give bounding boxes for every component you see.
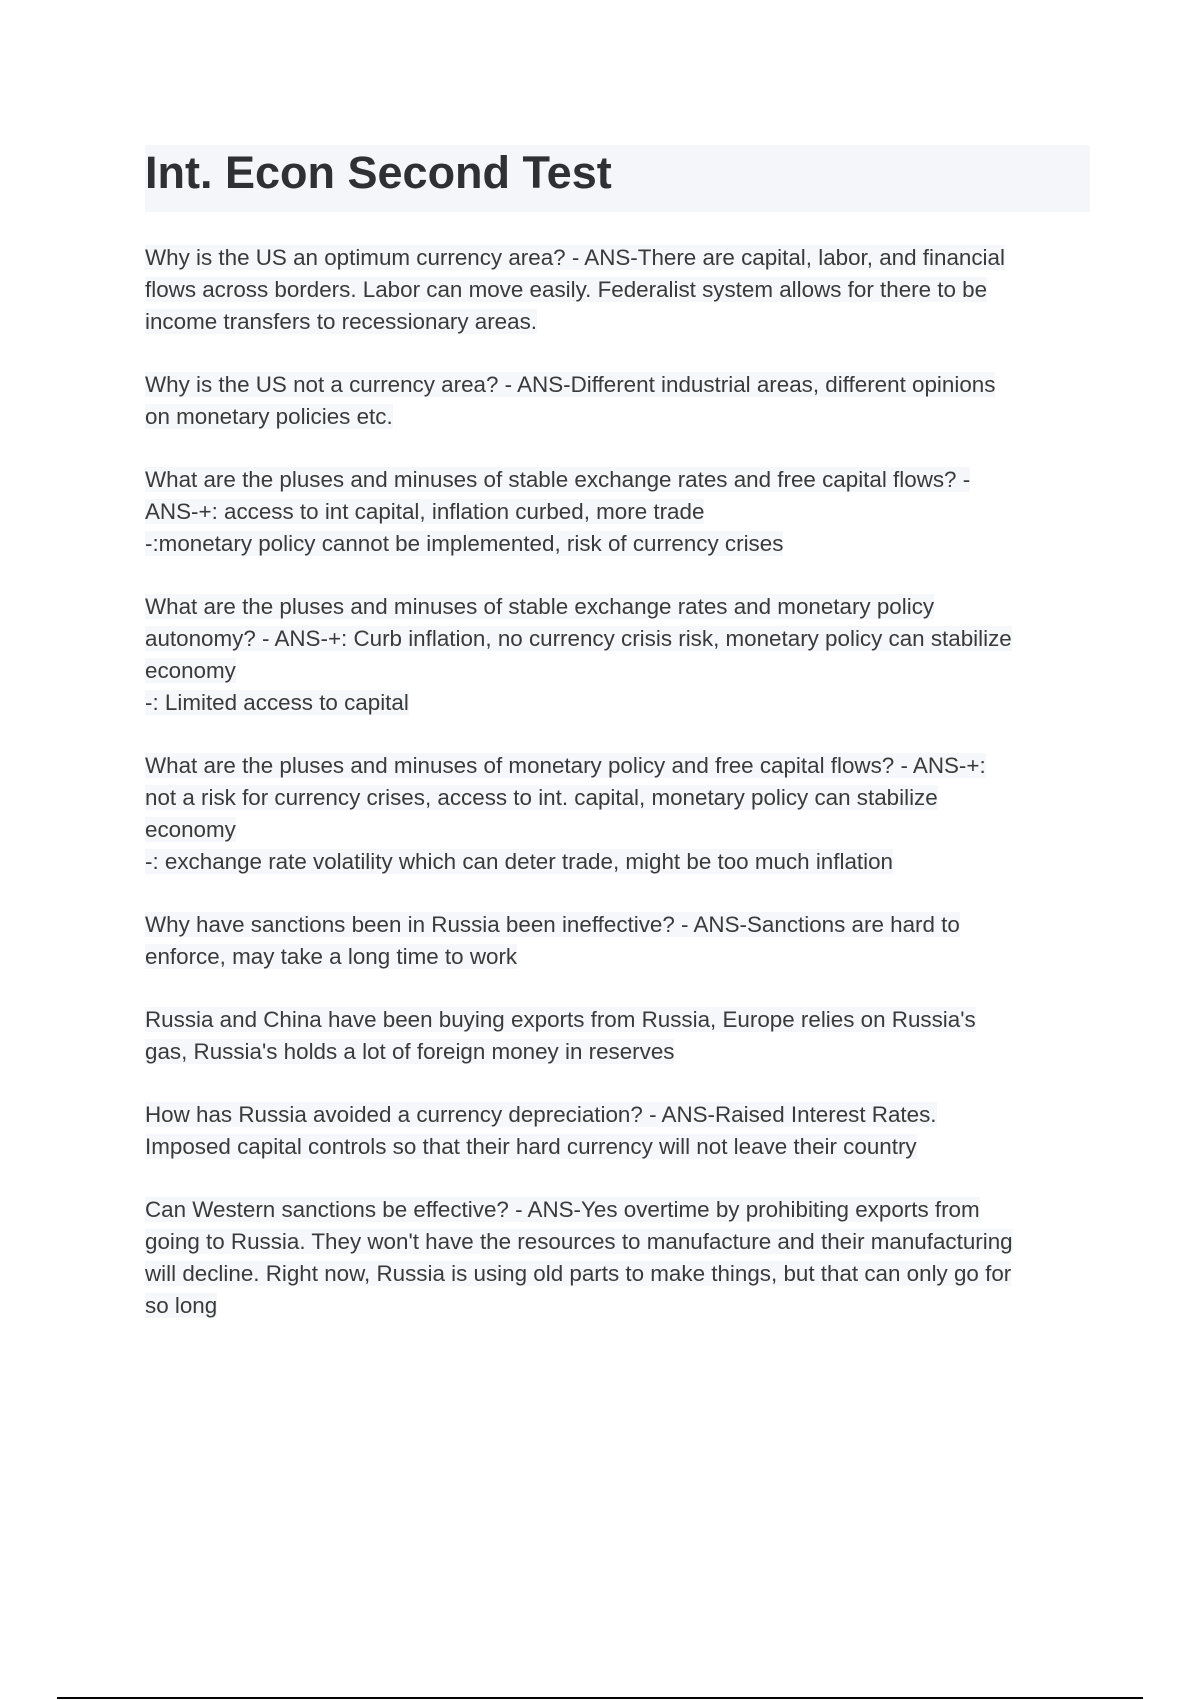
qa-list xyxy=(145,242,1090,1322)
text-line: so long xyxy=(145,1293,218,1318)
text-line: enforce, may take a long time to work xyxy=(145,944,518,969)
text-line: Imposed capital controls so that their hard currency will not leave their country xyxy=(145,1134,917,1159)
text-line: economy xyxy=(145,817,236,842)
text-line: What are the pluses and minuses of stable exchange rates and free capital flows? - xyxy=(145,467,971,492)
text-line: economy xyxy=(145,658,236,683)
text-line: What are the pluses and minuses of stable exchange rates and monetary policy xyxy=(145,594,935,619)
page-title: Int. Econ Second Test xyxy=(145,145,1090,212)
text-line: flows across borders. Labor can move easily. Federalist system allows for there to be xyxy=(145,277,988,302)
text-line: What are the pluses and minuses of monetary policy and free capital flows? - ANS-+: xyxy=(145,753,986,778)
text-line: not a risk for currency crises, access to int. capital, monetary policy can stabilize xyxy=(145,785,938,810)
text-line: Why have sanctions been in Russia been ineffective? - ANS-Sanctions are hard to xyxy=(145,912,960,937)
text-line: ANS-+: access to int capital, inflation curbed, more trade xyxy=(145,499,705,524)
qa-item-3 xyxy=(145,464,1090,560)
qa-item-5 xyxy=(145,750,1090,878)
text-line: -: Limited access to capital xyxy=(145,690,409,715)
text-line: Russia and China have been buying exports from Russia, Europe relies on Russia's xyxy=(145,1007,976,1032)
bottom-divider xyxy=(57,1697,1143,1699)
text-line: How has Russia avoided a currency depreciation? - ANS-Raised Interest Rates. xyxy=(145,1102,937,1127)
text-line: going to Russia. They won't have the resources to manufacture and their manufacturing xyxy=(145,1229,1013,1254)
text-line: income transfers to recessionary areas. xyxy=(145,309,538,334)
text-line: gas, Russia's holds a lot of foreign money in reserves xyxy=(145,1039,675,1064)
qa-item-6 xyxy=(145,909,1090,973)
text-line: -:monetary policy cannot be implemented, risk of currency crises xyxy=(145,531,784,556)
qa-item-1 xyxy=(145,242,1090,338)
qa-item-4 xyxy=(145,591,1090,719)
text-line: Can Western sanctions be effective? - ANS-Yes overtime by prohibiting exports from xyxy=(145,1197,980,1222)
text-line: autonomy? - ANS-+: Curb inflation, no currency crisis risk, monetary policy can stabilize xyxy=(145,626,1012,651)
qa-item-8 xyxy=(145,1099,1090,1163)
qa-item-2 xyxy=(145,369,1090,433)
text-line: -: exchange rate volatility which can deter trade, might be too much inflation xyxy=(145,849,893,874)
text-line: will decline. Right now, Russia is using old parts to make things, but that can only go for xyxy=(145,1261,1012,1286)
text-line: Why is the US an optimum currency area? - ANS-There are capital, labor, and financial xyxy=(145,245,1005,270)
qa-item-7 xyxy=(145,1004,1090,1068)
text-line: Why is the US not a currency area? - ANS-Different industrial areas, different opinions xyxy=(145,372,996,397)
document-page xyxy=(145,145,1090,1353)
qa-item-9 xyxy=(145,1194,1090,1322)
text-line: on monetary policies etc. xyxy=(145,404,393,429)
